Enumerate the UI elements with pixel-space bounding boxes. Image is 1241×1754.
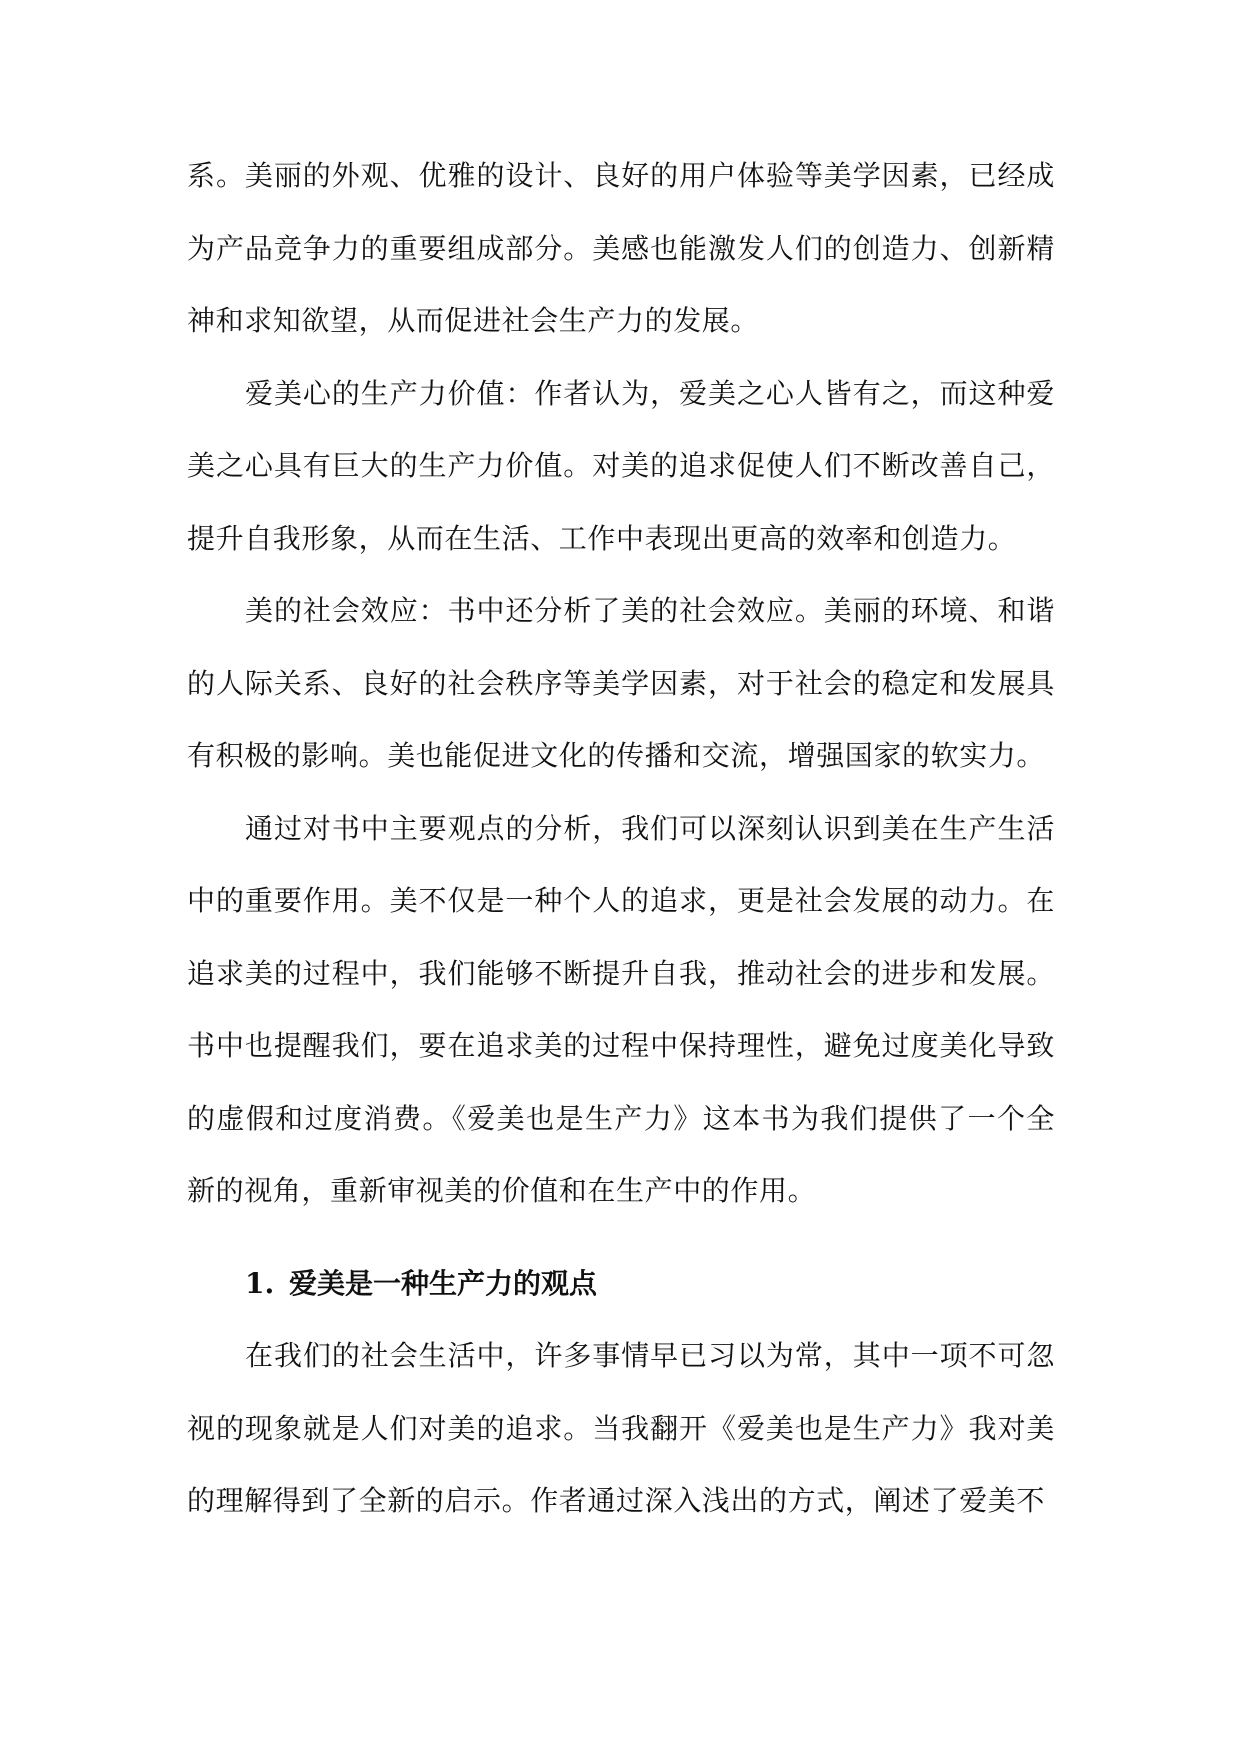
paragraph-social-effect: 美的社会效应：书中还分析了美的社会效应。美丽的环境、和谐的人际关系、良好的社会秩序等美学因素，对于社会的稳定和发展具有积极的影响。美也能促进文化的传播和交流，增强国家的软实力。 bbox=[187, 594, 1055, 772]
paragraph-section-intro: 在我们的社会生活中，许多事情早已习以为常，其中一项不可忽视的现象就是人们对美的追求。当我翻开《爱美也是生产力》我对美的理解得到了全新的启示。作者通过深入浅出的方式，阐述了爱美不 bbox=[187, 1339, 1055, 1517]
section-title: 爱美是一种生产力的观点 bbox=[289, 1266, 598, 1300]
document-page bbox=[187, 140, 1055, 1538]
paragraph-summary: 通过对书中主要观点的分析，我们可以深刻认识到美在生产生活中的重要作用。美不仅是一种个人的追求，更是社会发展的动力。在追求美的过程中，我们能够不断提升自我，推动社会的进步和发展。书中也提醒我们，要在追求美的过程中保持理性，避免过度美化导致的虚假和过度消费。《爱美也是生产力》这本书为我们提供了一个全新的视角，重新审视美的价值和在生产中的作用。 bbox=[187, 811, 1055, 1207]
section-number: 1. bbox=[245, 1266, 275, 1300]
paragraph-beauty-value: 爱美心的生产力价值：作者认为，爱美之心人皆有之，而这种爱美之心具有巨大的生产力价值。对美的追求促使人们不断改善自己，提升自我形象，从而在生活、工作中表现出更高的效率和创造力。 bbox=[187, 376, 1055, 555]
section-heading bbox=[187, 1248, 1055, 1321]
paragraph-continued: 系。美丽的外观、优雅的设计、良好的用户体验等美学因素，已经成为产品竞争力的重要组成部分。美感也能激发人们的创造力、创新精神和求知欲望，从而促进社会生产力的发展。 bbox=[187, 159, 1055, 337]
